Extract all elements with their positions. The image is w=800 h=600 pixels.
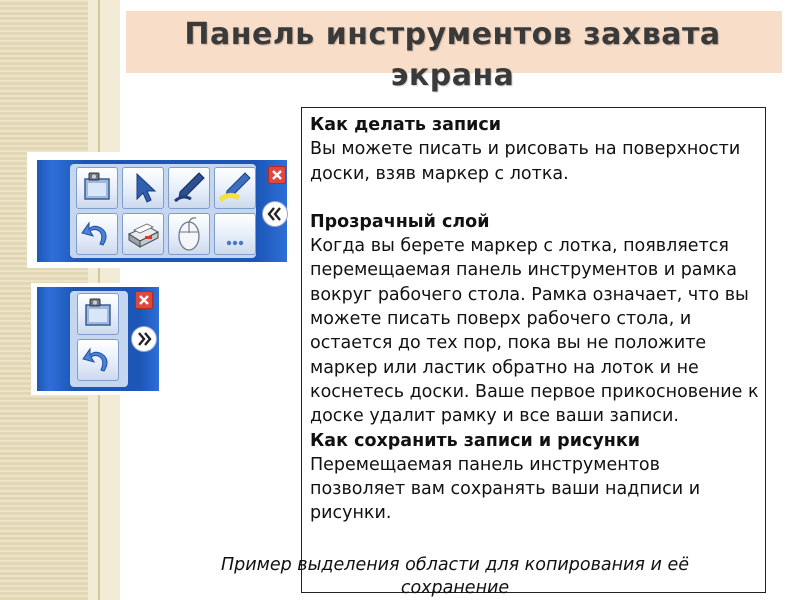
section-heading-transparent-layer: Прозрачный слой (310, 211, 490, 232)
description-text-box (301, 107, 766, 593)
collapse-toolbar-button[interactable] (262, 201, 288, 227)
expand-toolbar-button[interactable] (131, 326, 157, 352)
expanded-toolbar-close-button[interactable] (268, 166, 286, 184)
undo-icon (78, 340, 118, 380)
highlighter-tool-button[interactable] (214, 167, 256, 209)
more-icon (215, 214, 255, 254)
pen-icon (169, 168, 209, 208)
close-icon (269, 167, 285, 183)
screen-capture-tool-button[interactable] (77, 293, 119, 335)
slide-title-line1: Панель инструментов захвата (184, 17, 721, 52)
caption-line1: Пример выделения области для копирования и её (221, 555, 689, 575)
screen-capture-icon (78, 294, 118, 334)
print-tool-button[interactable] (122, 213, 164, 255)
caption-line2: сохранение (400, 577, 510, 598)
slide-title-line2: экрана (390, 58, 515, 93)
section-text-notes: Вы можете писать и рисовать на поверхности доски, взяв маркер с лотка. (310, 139, 741, 184)
close-icon (136, 292, 152, 308)
section-spacer (310, 186, 759, 210)
section-heading-save-notes: Как сохранить записи и рисунки (310, 430, 640, 451)
highlighter-icon (215, 168, 255, 208)
collapse-left-icon (263, 202, 287, 226)
pointer-tool-button[interactable] (122, 167, 164, 209)
collapsed-toolbar-close-button[interactable] (135, 291, 153, 309)
mouse-tool-button[interactable] (168, 213, 210, 255)
expand-right-icon (132, 327, 156, 351)
mouse-icon (169, 214, 209, 254)
printer-icon (123, 214, 163, 254)
slide-title (130, 14, 775, 96)
pointer-arrow-icon (123, 168, 163, 208)
caption (150, 554, 760, 599)
undo-tool-button[interactable] (77, 339, 119, 381)
description-content (310, 113, 759, 526)
screen-capture-icon (77, 168, 117, 208)
section-text-transparent-layer: Когда вы берете маркер с лотка, появляется перемещаемая панель инструментов и рамка вокруг рабочего стола. Рамка означает, что вы можете писать поверх рабочего стола, и остается до тех пор, пока вы не положите маркер или ластик обратно на лоток и не коснетесь доски. Ваше первое прикосновение к доске удалит рамку и все ваши записи. (310, 236, 759, 427)
section-text-save-notes: Перемещаемая панель инструментов позволяет вам сохранять ваши надписи и рисунки. (310, 454, 701, 524)
screen-capture-tool-button[interactable] (76, 167, 118, 209)
undo-tool-button[interactable] (76, 213, 118, 255)
undo-icon (77, 214, 117, 254)
section-heading-notes: Как делать записи (310, 115, 501, 135)
pen-tool-button[interactable] (168, 167, 210, 209)
more-tools-button[interactable] (214, 213, 256, 255)
